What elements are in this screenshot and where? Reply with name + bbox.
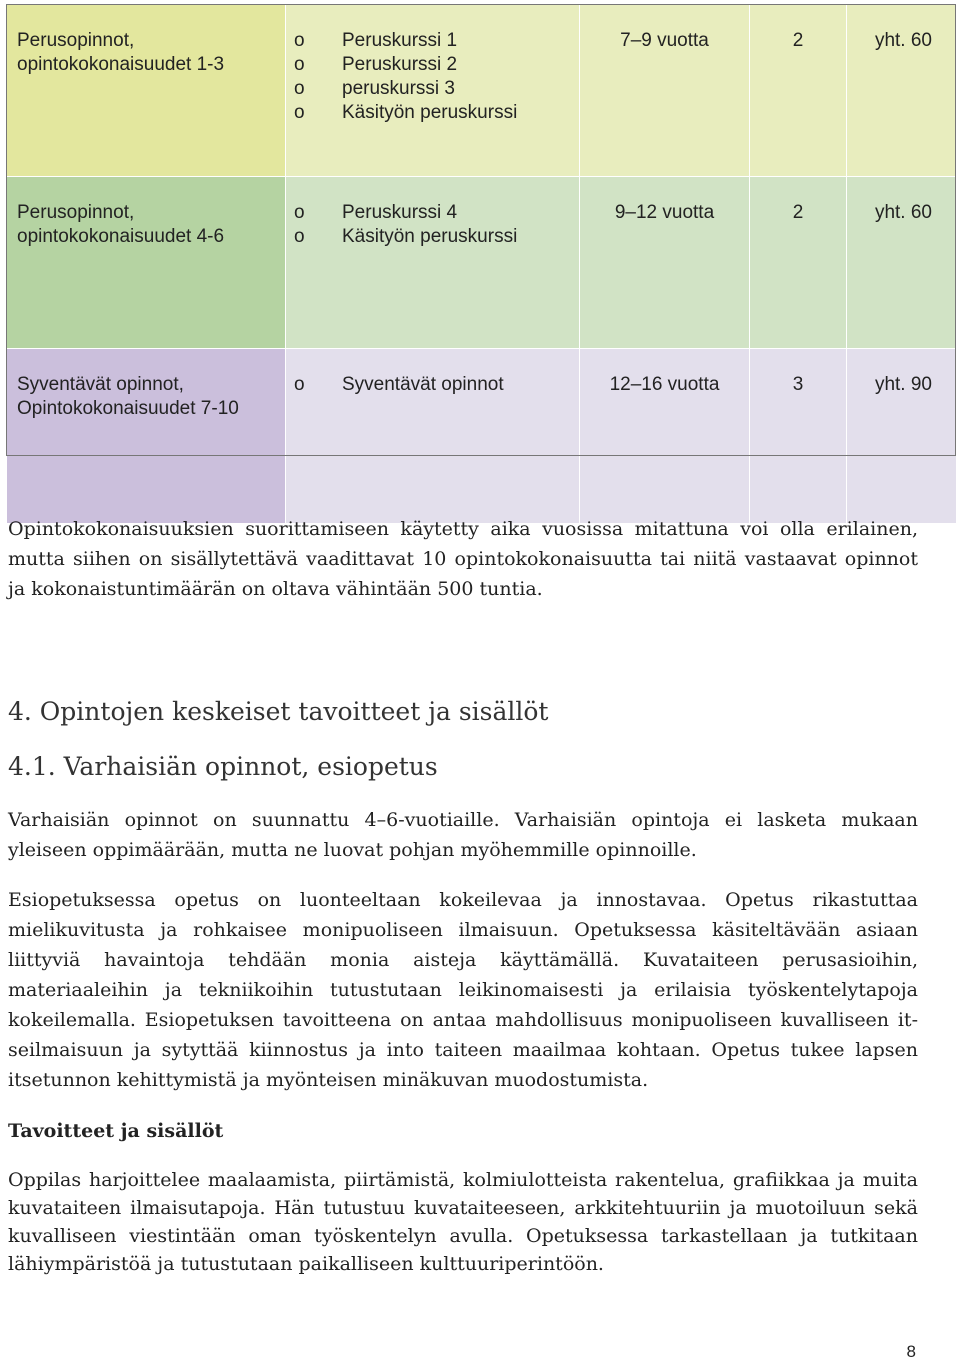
bullet-icon: o (294, 54, 305, 75)
study-level-cell (7, 5, 286, 177)
bullet-icon: o (294, 78, 305, 99)
course-name: peruskurssi 3 (342, 78, 455, 99)
course-item (294, 373, 579, 397)
table-row (7, 349, 957, 524)
course-item (294, 225, 579, 249)
course-name: Peruskurssi 2 (342, 54, 458, 75)
paragraph-preschool: Esiopetuksessa opetus on luonteeltaan kokeilevaa ja innostavaa. Opetus rikastuttaa mielikuvitusta ja rohkaisee monipuoliseen ilmaisuun. Opetuksessa käsiteltävään asiaan liittyviä havaintoja tehdään monia aisteja käyttämällä. Kuvataiteen perusasioihin, materiaaleihin ja tekniikoihin tutustutaan leikinomaisesti ja erilaisia työskentelytapoja kokeilemalla. Esiopetuksen tavoitteena on antaa mahdollisuus monipuoliseen kuvalliseen it- seilmaisuun ja sytyttää kiinnostus ja into taiteen maailmaa kohtaan. Opetus tukee lapsen itsetunnon kehittymistä ja myönteisen minäkuvan muodostumista. (8, 889, 918, 1091)
course-item (294, 101, 579, 125)
credits-cell: yht. 60 (847, 177, 957, 349)
paragraph-goals: Oppilas harjoittelee maalaamista, piirtämistä, kolmiulotteista rakentelua, grafiikkaa ja muita kuvataiteen ilmaisutapoja. Hän tutustuu kuvataiteeseen, arkkitehtuuriin ja muotoiluun sekä kuvalliseen viestintään oman työskentelyn avulla. Opetuksessa tarkastellaan ja tutkitaan lähiympäristöä ja tutustutaan paikalliseen kulttuuriperintöön. (8, 1169, 918, 1275)
study-level-cell (7, 349, 286, 524)
goals-heading: Tavoitteet ja sisällöt (8, 1120, 224, 1142)
credits-cell: yht. 90 (847, 349, 957, 524)
subsection-heading: 4.1. Varhaisiän opinnot, esiopetus (8, 752, 438, 781)
bullet-icon: o (294, 202, 305, 223)
table-row (7, 5, 957, 177)
table-row (7, 177, 957, 349)
course-item (294, 77, 579, 101)
course-item (294, 53, 579, 77)
credits-cell: yht. 60 (847, 5, 957, 177)
paragraph-early-age: Varhaisiän opinnot on suunnattu 4–6-vuotiaille. Varhaisiän opintoja ei lasketa mukaan yleiseen oppimäärään, mutta ne luovat pohjan myöhemmille opinnoille. (8, 809, 918, 861)
study-level-line: Opintokokonaisuudet 7-10 (17, 398, 239, 419)
age-cell: 12–16 vuotta (580, 349, 750, 524)
bullet-icon: o (294, 226, 305, 247)
study-level-cell (7, 177, 286, 349)
study-level-line: Perusopinnot, (17, 30, 135, 51)
study-level-line: opintokokonaisuudet 4-6 (17, 226, 225, 247)
years-cell: 2 (750, 5, 847, 177)
course-table (6, 4, 957, 524)
course-name: Käsityön peruskurssi (342, 226, 518, 247)
course-item (294, 201, 579, 225)
course-name: Käsityön peruskurssi (342, 102, 518, 123)
age-cell: 7–9 vuotta (580, 5, 750, 177)
page-number: 8 (906, 1342, 916, 1361)
intro-paragraph: Opintokokonaisuuksien suorittamiseen käytetty aika vuosissa mitattuna voi olla erilainen, mutta siihen on sisällytettävä vaadittavat 10 opintokokonaisuutta tai niitä vastaavat opinnot ja kokonaistuntimäärän on oltava vähintään 500 tuntia. (8, 518, 918, 600)
study-level-line: opintokokonaisuudet 1-3 (17, 54, 225, 75)
course-name: Peruskurssi 4 (342, 202, 458, 223)
course-name: Peruskurssi 1 (342, 30, 458, 51)
study-level-line: Syventävät opinnot, (17, 374, 184, 395)
courses-cell (286, 177, 580, 349)
age-cell: 9–12 vuotta (580, 177, 750, 349)
years-cell: 3 (750, 349, 847, 524)
course-item (294, 29, 579, 53)
section-heading: 4. Opintojen keskeiset tavoitteet ja sisällöt (8, 697, 549, 726)
courses-cell (286, 349, 580, 524)
bullet-icon: o (294, 30, 305, 51)
years-cell: 2 (750, 177, 847, 349)
bullet-icon: o (294, 374, 305, 395)
course-name: Syventävät opinnot (342, 374, 504, 395)
courses-cell (286, 5, 580, 177)
bullet-icon: o (294, 102, 305, 123)
study-level-line: Perusopinnot, (17, 202, 135, 223)
